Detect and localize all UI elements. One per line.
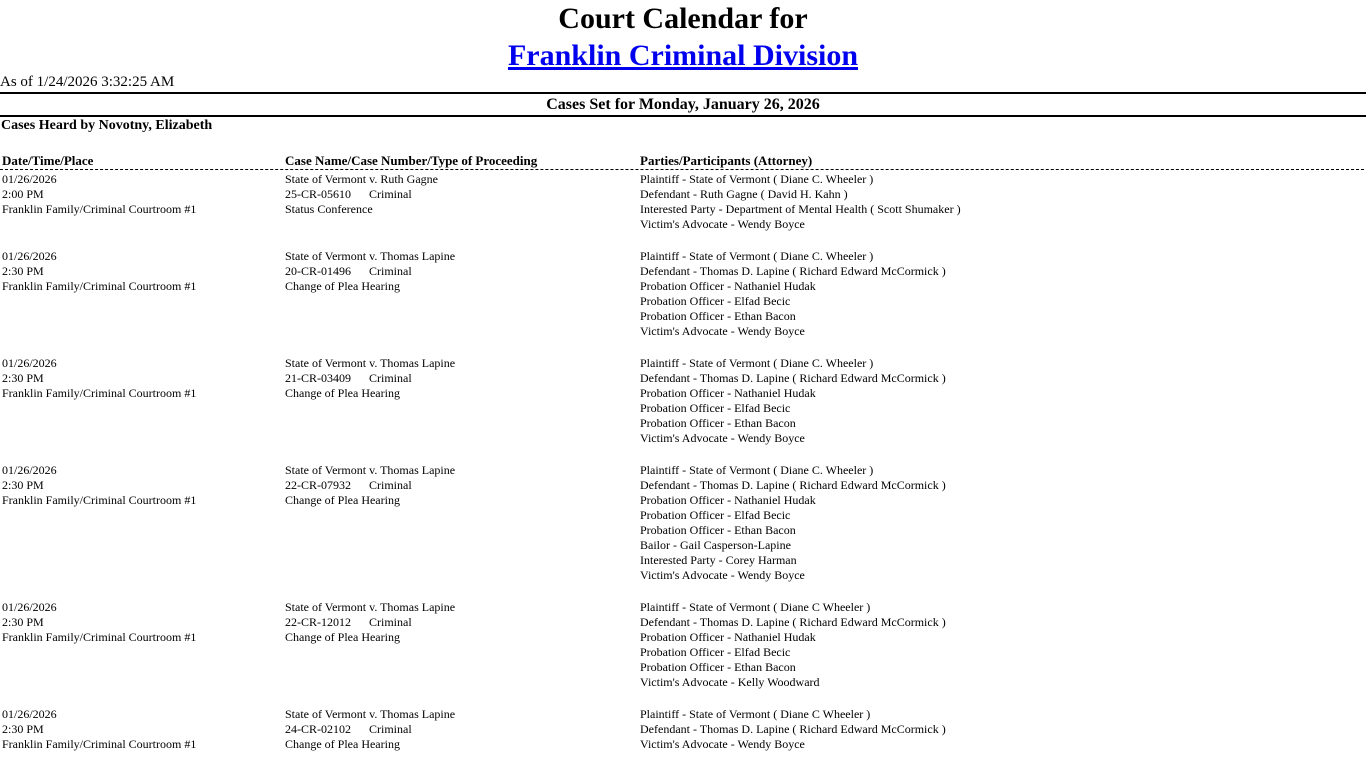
proceeding-type: Change of Plea Hearing (285, 386, 400, 400)
parties-list (640, 356, 1366, 446)
case-row (0, 172, 1366, 249)
division-link[interactable]: Franklin Criminal Division (507, 39, 859, 72)
hearing-place: Franklin Family/Criminal Courtroom #1 (2, 279, 197, 293)
case-name: State of Vermont v. Ruth Gagne (285, 172, 438, 186)
hearing-date: 01/26/2026 (2, 600, 57, 614)
party-item: Victim's Advocate - Wendy Boyce (640, 217, 805, 231)
party-item: Plaintiff - State of Vermont ( Diane C. Wheeler ) (640, 356, 874, 370)
party-item: Probation Officer - Ethan Bacon (640, 523, 796, 537)
party-item: Defendant - Thomas D. Lapine ( Richard Edward McCormick ) (640, 722, 946, 736)
party-item: Defendant - Ruth Gagne ( David H. Kahn ) (640, 187, 848, 201)
case-name: State of Vermont v. Thomas Lapine (285, 249, 456, 263)
case-number: 22-CR-12012 (285, 615, 351, 629)
date-time-place (2, 172, 196, 217)
hearing-place: Franklin Family/Criminal Courtroom #1 (2, 202, 197, 216)
table-header (0, 153, 1364, 170)
proceeding-type: Change of Plea Hearing (285, 493, 400, 507)
party-item: Bailor - Gail Casperson-Lapine (640, 538, 791, 552)
party-item: Probation Officer - Ethan Bacon (640, 416, 796, 430)
division-title (0, 39, 1366, 73)
case-name: State of Vermont v. Thomas Lapine (285, 463, 456, 477)
case-type: Criminal (369, 615, 412, 629)
column-header-date: Date/Time/Place (2, 153, 94, 168)
hearing-time: 2:30 PM (2, 264, 44, 278)
proceeding-type: Change of Plea Hearing (285, 279, 400, 293)
column-header-parties: Parties/Participants (Attorney) (640, 153, 813, 168)
hearing-place: Franklin Family/Criminal Courtroom #1 (2, 630, 197, 644)
case-name: State of Vermont v. Thomas Lapine (285, 356, 456, 370)
case-number: 24-CR-02102 (285, 722, 351, 736)
party-item: Probation Officer - Elfad Becic (640, 508, 791, 522)
hearing-date: 01/26/2026 (2, 249, 57, 263)
party-item: Probation Officer - Elfad Becic (640, 294, 791, 308)
hearing-place: Franklin Family/Criminal Courtroom #1 (2, 737, 197, 751)
hearing-date: 01/26/2026 (2, 463, 57, 477)
case-number-line (285, 371, 455, 386)
case-number: 20-CR-01496 (285, 264, 351, 278)
party-item: Probation Officer - Nathaniel Hudak (640, 630, 816, 644)
party-item: Probation Officer - Elfad Becic (640, 645, 791, 659)
case-type: Criminal (369, 722, 412, 736)
party-item: Probation Officer - Ethan Bacon (640, 660, 796, 674)
party-item: Victim's Advocate - Wendy Boyce (640, 431, 805, 445)
parties-list (640, 463, 1366, 583)
case-row (0, 463, 1366, 600)
case-name: State of Vermont v. Thomas Lapine (285, 600, 456, 614)
case-type: Criminal (369, 264, 412, 278)
party-item: Probation Officer - Nathaniel Hudak (640, 386, 816, 400)
party-item: Plaintiff - State of Vermont ( Diane C. Wheeler ) (640, 172, 874, 186)
party-item: Victim's Advocate - Wendy Boyce (640, 568, 805, 582)
parties-list (640, 600, 1366, 690)
proceeding-type: Status Conference (285, 202, 373, 216)
party-item: Plaintiff - State of Vermont ( Diane C Wheeler ) (640, 707, 871, 721)
hearing-time: 2:30 PM (2, 722, 44, 736)
case-info (285, 600, 455, 645)
hearing-place: Franklin Family/Criminal Courtroom #1 (2, 493, 197, 507)
proceeding-type: Change of Plea Hearing (285, 630, 400, 644)
case-number-line (285, 615, 455, 630)
hearing-time: 2:00 PM (2, 187, 44, 201)
case-number-line (285, 264, 455, 279)
case-row (0, 600, 1366, 707)
party-item: Plaintiff - State of Vermont ( Diane C Wheeler ) (640, 600, 871, 614)
date-time-place (2, 707, 196, 752)
case-info (285, 356, 455, 401)
party-item: Defendant - Thomas D. Lapine ( Richard Edward McCormick ) (640, 478, 946, 492)
judge-heading: Cases Heard by Novotny, Elizabeth (1, 118, 213, 133)
party-item: Victim's Advocate - Wendy Boyce (640, 324, 805, 338)
case-name: State of Vermont v. Thomas Lapine (285, 707, 456, 721)
case-row (0, 356, 1366, 463)
case-info (285, 172, 438, 217)
case-number: 21-CR-03409 (285, 371, 351, 385)
party-item: Interested Party - Department of Mental Health ( Scott Shumaker ) (640, 202, 961, 216)
date-time-place (2, 356, 196, 401)
party-item: Plaintiff - State of Vermont ( Diane C. Wheeler ) (640, 463, 874, 477)
party-item: Probation Officer - Nathaniel Hudak (640, 279, 816, 293)
party-item: Victim's Advocate - Wendy Boyce (640, 737, 805, 751)
page-title: Court Calendar for (558, 2, 808, 35)
party-item: Defendant - Thomas D. Lapine ( Richard Edward McCormick ) (640, 264, 946, 278)
as-of-timestamp: As of 1/24/2026 3:32:25 AM (0, 74, 175, 90)
party-item: Probation Officer - Ethan Bacon (640, 309, 796, 323)
date-time-place (2, 600, 196, 645)
case-number: 25-CR-05610 (285, 187, 351, 201)
party-item: Probation Officer - Elfad Becic (640, 401, 791, 415)
cases-set-for-heading: Cases Set for Monday, January 26, 2026 (546, 96, 820, 113)
hearing-place: Franklin Family/Criminal Courtroom #1 (2, 386, 197, 400)
case-type: Criminal (369, 478, 412, 492)
party-item: Victim's Advocate - Kelly Woodward (640, 675, 820, 689)
hearing-date: 01/26/2026 (2, 707, 57, 721)
hearing-time: 2:30 PM (2, 478, 44, 492)
party-item: Plaintiff - State of Vermont ( Diane C. Wheeler ) (640, 249, 874, 263)
divider (0, 92, 1366, 94)
party-item: Interested Party - Corey Harman (640, 553, 797, 567)
parties-list (640, 707, 1366, 752)
case-info (285, 249, 455, 294)
case-type: Criminal (369, 187, 412, 201)
hearing-date: 01/26/2026 (2, 356, 57, 370)
parties-list (640, 172, 1366, 232)
party-item: Defendant - Thomas D. Lapine ( Richard Edward McCormick ) (640, 371, 946, 385)
case-type: Criminal (369, 371, 412, 385)
date-time-place (2, 249, 196, 294)
hearing-time: 2:30 PM (2, 371, 44, 385)
case-number-line (285, 722, 455, 737)
case-info (285, 463, 455, 508)
case-number: 22-CR-07932 (285, 478, 351, 492)
column-header-case: Case Name/Case Number/Type of Proceeding (285, 153, 538, 168)
proceeding-type: Change of Plea Hearing (285, 737, 400, 751)
hearing-time: 2:30 PM (2, 615, 44, 629)
party-item: Probation Officer - Nathaniel Hudak (640, 493, 816, 507)
case-row (0, 249, 1366, 356)
case-list (0, 172, 1366, 769)
case-number-line (285, 478, 455, 493)
parties-list (640, 249, 1366, 339)
case-row (0, 707, 1366, 769)
case-info (285, 707, 455, 752)
party-item: Defendant - Thomas D. Lapine ( Richard Edward McCormick ) (640, 615, 946, 629)
hearing-date: 01/26/2026 (2, 172, 57, 186)
case-number-line (285, 187, 438, 202)
date-time-place (2, 463, 196, 508)
